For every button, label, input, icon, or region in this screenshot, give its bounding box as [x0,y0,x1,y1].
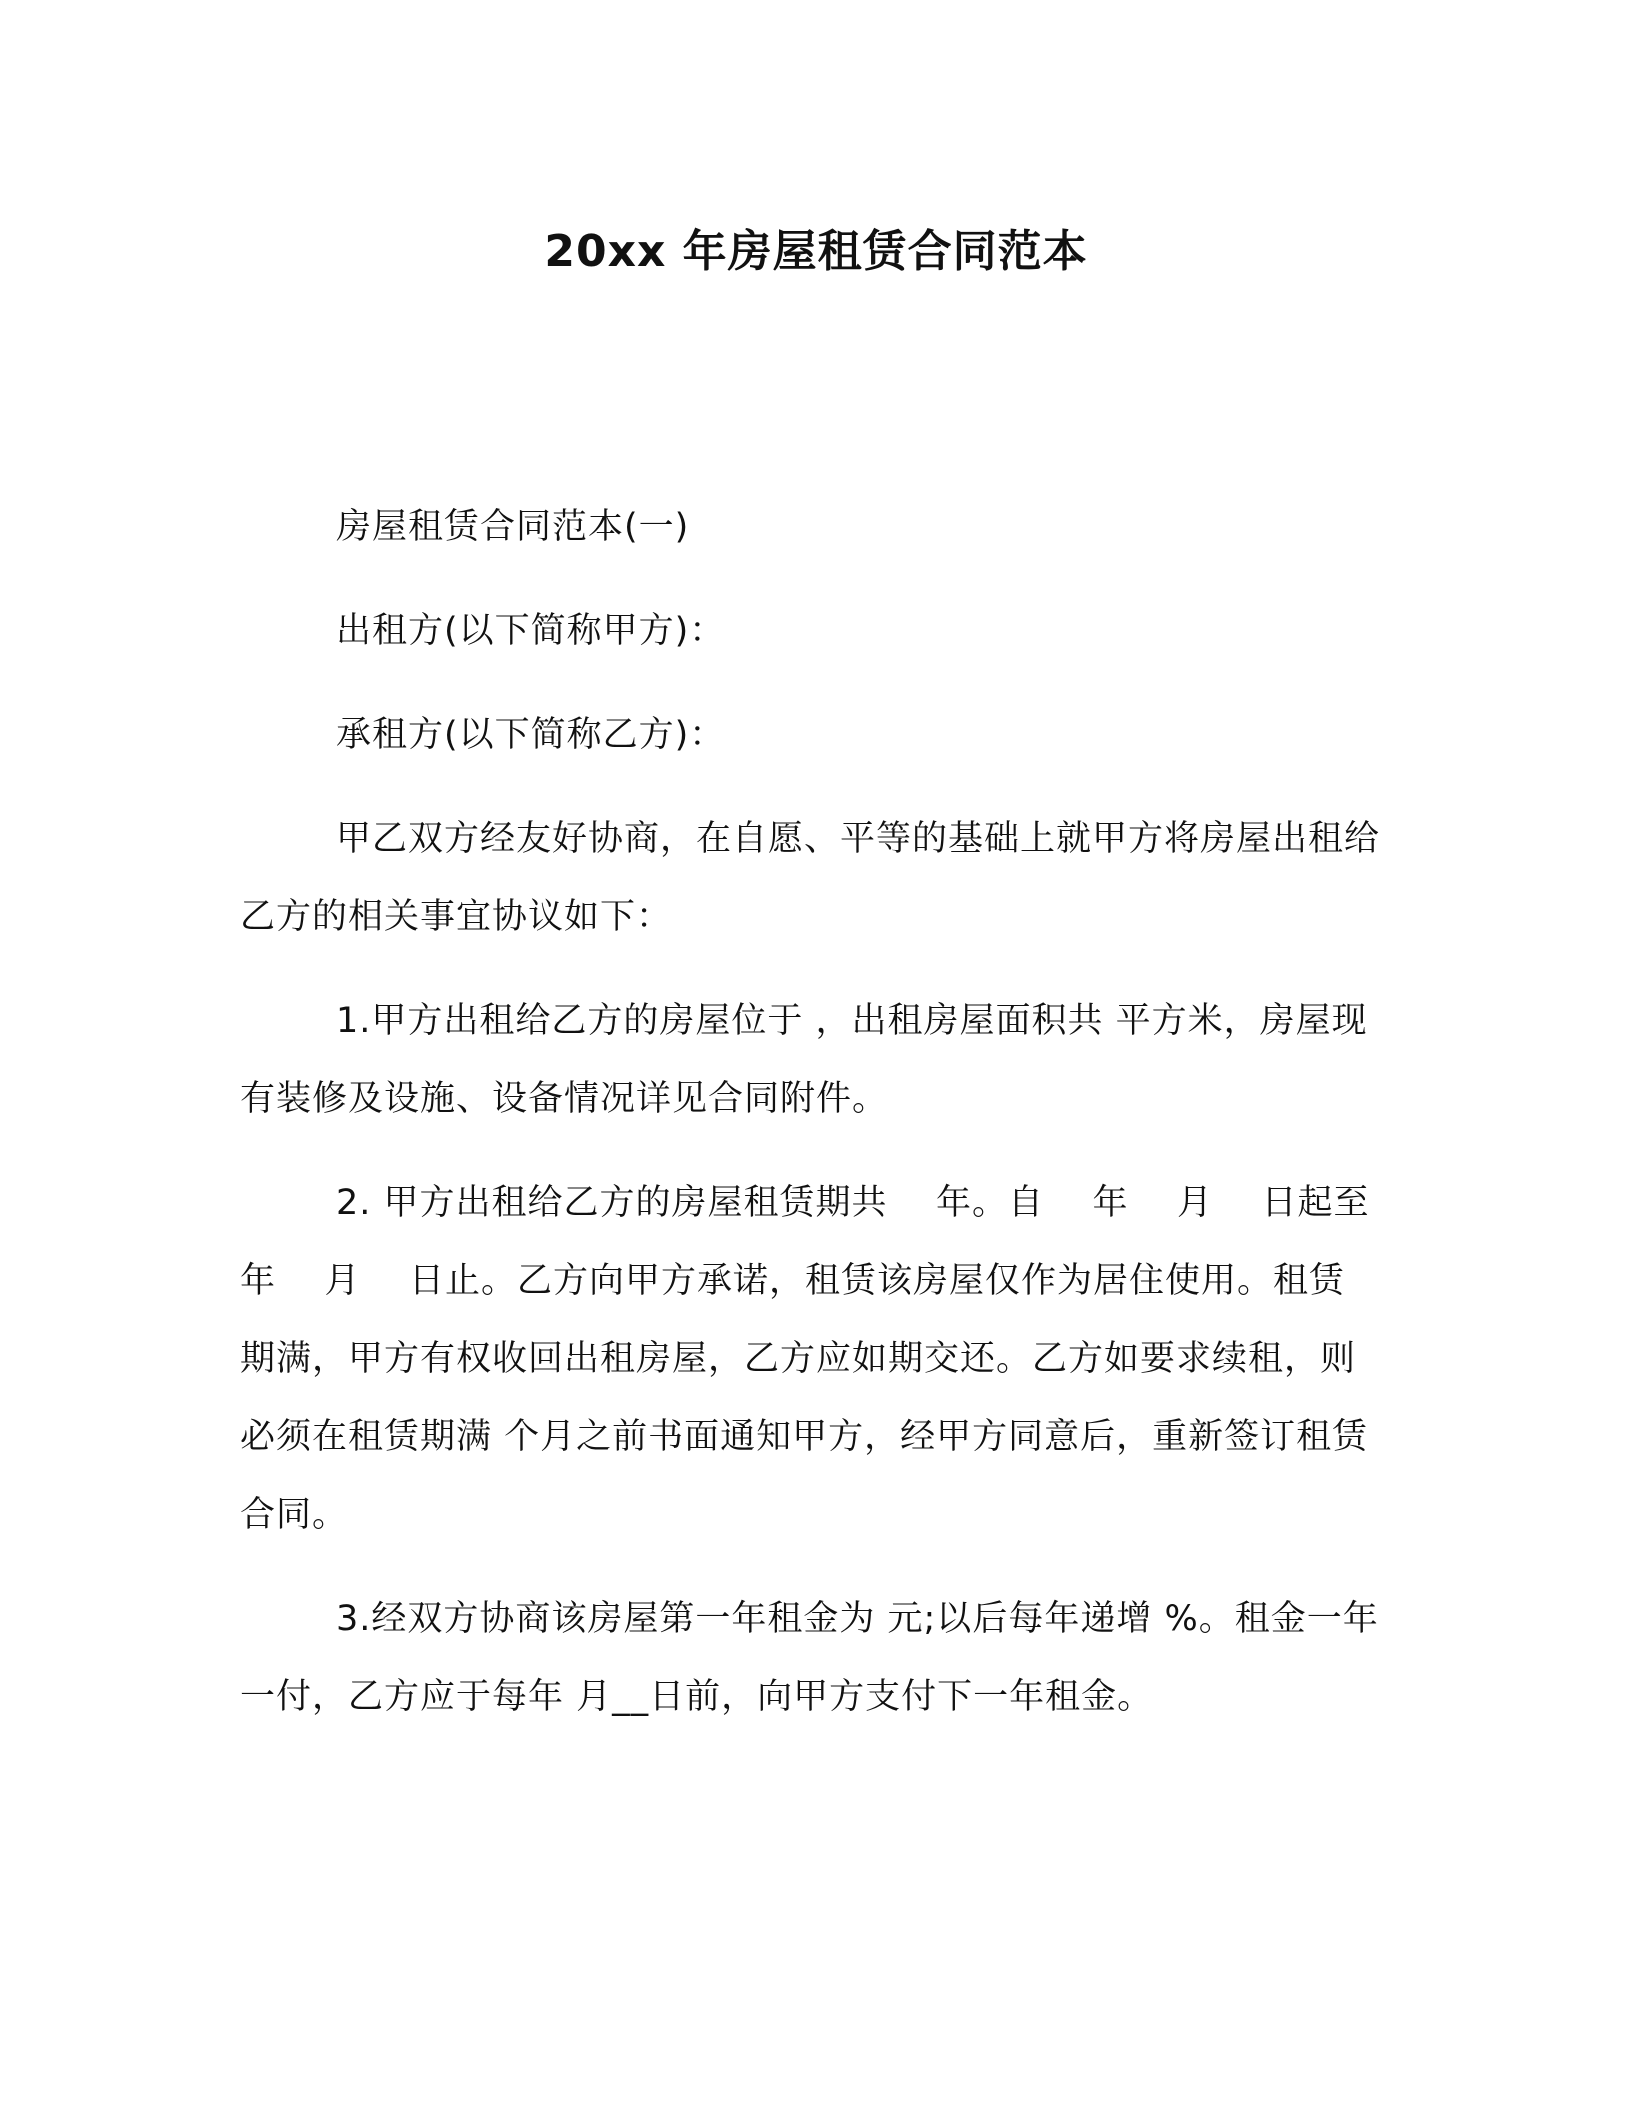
contract-subtitle: 房屋租赁合同范本(一) [336,507,690,547]
document-title: 20xx 年房屋租赁合同范本 [544,226,1088,277]
clause-3: 3.经双方协商该房屋第一年租金为 元;以后每年递增 %。租金一年一付，乙方应于每年 月__日前，向甲方支付下一年租金。 [240,1599,1379,1717]
preamble-paragraph: 甲乙双方经友好协商，在自愿、平等的基础上就甲方将房屋出租给乙方的相关事宜协议如下： [240,819,1381,937]
lessor-line: 出租方(以下简称甲方)： [336,611,726,651]
clause-2: 2. 甲方出租给乙方的房屋租赁期共 年。自 年 月 日起至 年 月 日止。乙方向甲方承诺，租赁该房屋仅作为居住使用。租赁期满，甲方有权收回出租房屋，乙方应如期交还。乙方如要求续租，则必须在租赁期满 个月之前书面通知甲方，经甲方同意后，重新签订租赁合同。 [240,1183,1419,1535]
lessee-line: 承租方(以下简称乙方)： [336,715,726,755]
clause-1: 1.甲方出租给乙方的房屋位于 ，出租房屋面积共 平方米，房屋现有装修及设施、设备情况详见合同附件。 [240,1001,1368,1119]
document-body [240,488,1419,1736]
